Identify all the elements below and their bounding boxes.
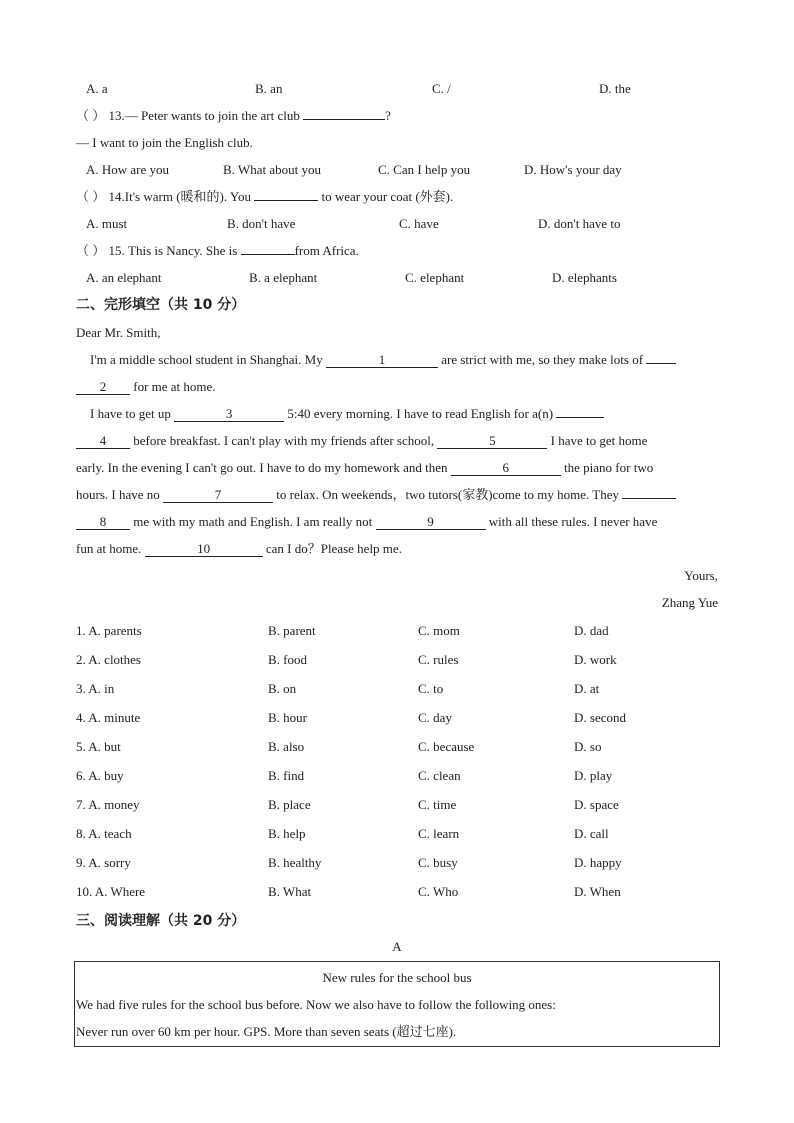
cloze-text: the piano for two <box>564 460 654 475</box>
cloze-text: I have to get up <box>90 406 171 421</box>
cloze-text: early. In the evening I can't go out. I have to do my homework and then <box>76 460 448 475</box>
cloze-choice-3-a: 3. A. in <box>76 681 115 696</box>
cloze-text: fun at home. <box>76 541 142 556</box>
cloze-text: for me at home. <box>133 379 216 394</box>
cloze-choice-5-b: B. also <box>268 739 305 754</box>
cloze-choice-5-a: 5. A. but <box>76 739 121 754</box>
cloze-choice-5-d: D. so <box>574 739 602 754</box>
cloze-choice-7-a: 7. A. money <box>76 797 140 812</box>
cloze-text: I'm a middle school student in Shanghai. My <box>90 352 323 367</box>
q15-option-b: B. a elephant <box>249 270 318 285</box>
cloze-choice-2-d: D. work <box>574 652 617 667</box>
cloze-choice-4-c: C. day <box>418 710 452 725</box>
cloze-blank-2: 2 <box>76 379 130 395</box>
cloze-blank-5: 5 <box>437 433 547 449</box>
cloze-choice-6-d: D. play <box>574 768 613 783</box>
passage-box-title: New rules for the school bus <box>322 970 472 985</box>
letter-signature: Zhang Yue <box>661 595 718 610</box>
cloze-line-6 <box>76 487 676 503</box>
cloze-choice-9-b: B. healthy <box>268 855 322 870</box>
q14-stem-after: to wear your coat (外套). <box>321 189 454 204</box>
q13-reply: — I want to join the English club. <box>76 135 253 150</box>
q12-option-a: A. a <box>86 81 108 96</box>
q15-stem-after: from Africa. <box>294 243 359 258</box>
cloze-choice-2-a: 2. A. clothes <box>76 652 141 667</box>
cloze-text: can I do？Please help me. <box>265 541 402 556</box>
cloze-choice-8-c: C. learn <box>418 826 460 841</box>
q15-option-d: D. elephants <box>552 270 617 285</box>
cloze-choice-1-c: C. mom <box>418 623 460 638</box>
cloze-choice-8-a: 8. A. teach <box>76 826 132 841</box>
letter-closing: Yours, <box>684 568 718 583</box>
cloze-choice-9-c: C. busy <box>418 855 458 870</box>
cloze-choice-8-b: B. help <box>268 826 306 841</box>
cloze-blank-4-start <box>556 417 604 418</box>
cloze-choice-7-d: D. space <box>574 797 619 812</box>
cloze-text: with all these rules. I never have <box>488 514 658 529</box>
q14-stem <box>76 189 453 205</box>
cloze-text: 5:40 every morning. I have to read English for a(n) <box>287 406 554 421</box>
cloze-blank-9: 9 <box>376 514 486 530</box>
cloze-choice-9-a: 9. A. sorry <box>76 855 131 870</box>
cloze-choice-9-d: D. happy <box>574 855 622 870</box>
letter-greeting: Dear Mr. Smith, <box>76 325 161 340</box>
cloze-blank-2-start <box>646 363 676 364</box>
q12-option-c: C. / <box>432 81 451 96</box>
cloze-blank-4: 4 <box>76 433 130 449</box>
q15-option-c: C. elephant <box>405 270 465 285</box>
cloze-line-1 <box>90 352 676 368</box>
q13-option-d: D. How's your day <box>524 162 622 177</box>
cloze-line-8 <box>76 541 402 557</box>
cloze-choice-10-a: 10. A. Where <box>76 884 146 899</box>
q14-stem-before: 14.It's warm (暖和的). You <box>108 189 251 204</box>
cloze-choice-8-d: D. call <box>574 826 609 841</box>
cloze-choice-10-d: D. When <box>574 884 621 899</box>
cloze-text: are strict with me, so they make lots of <box>441 352 644 367</box>
q15-blank <box>241 254 295 255</box>
cloze-choice-2-c: C. rules <box>418 652 459 667</box>
q13-stem-after: ? <box>385 108 391 123</box>
q14-blank <box>254 200 318 201</box>
q15-stem <box>76 243 359 259</box>
cloze-text: me with my math and English. I am really not <box>133 514 373 529</box>
cloze-line-7 <box>76 514 657 530</box>
cloze-choice-1-a: 1. A. parents <box>76 623 142 638</box>
cloze-choice-3-d: D. at <box>574 681 600 696</box>
cloze-blank-10: 10 <box>145 541 263 557</box>
cloze-blank-8: 8 <box>76 514 130 530</box>
cloze-choice-5-c: C. because <box>418 739 475 754</box>
q13-option-a: A. How are you <box>86 162 170 177</box>
section2-heading: 二、完形填空（共 10 分） <box>76 297 246 313</box>
cloze-choice-4-d: D. second <box>574 710 626 725</box>
cloze-text: to relax. On weekends，two tutors(家教)come to my home. They <box>276 487 620 502</box>
q14-option-d: D. don't have to <box>538 216 621 231</box>
q14-option-b: B. don't have <box>227 216 296 231</box>
q13-option-c: C. Can I help you <box>378 162 471 177</box>
cloze-blank-7: 7 <box>163 487 273 503</box>
q14-option-a: A. must <box>86 216 128 231</box>
cloze-text: hours. I have no <box>76 487 160 502</box>
cloze-choice-6-a: 6. A. buy <box>76 768 124 783</box>
cloze-line-4 <box>76 433 647 449</box>
passage-box <box>74 961 720 1047</box>
cloze-choice-2-b: B. food <box>268 652 307 667</box>
q14-option-c: C. have <box>399 216 439 231</box>
q13-stem-before: 13.— Peter wants to join the art club <box>108 108 300 123</box>
cloze-choice-10-c: C. Who <box>418 884 459 899</box>
q14-answer-paren: （ ） <box>76 189 106 204</box>
cloze-line-3 <box>90 406 604 422</box>
passage-box-line-2: Never run over 60 km per hour. GPS. More than seven seats (超过七座). <box>76 1024 457 1039</box>
q13-option-b: B. What about you <box>223 162 321 177</box>
cloze-choice-10-b: B. What <box>268 884 312 899</box>
q13-stem <box>76 108 391 124</box>
q13-answer-paren: （ ） <box>76 108 106 123</box>
q13-blank <box>303 119 385 120</box>
passage-letter: A <box>392 939 402 954</box>
cloze-choice-1-d: D. dad <box>574 623 609 638</box>
cloze-line-2 <box>76 379 216 395</box>
cloze-choice-4-b: B. hour <box>268 710 307 725</box>
q15-stem-before: 15. This is Nancy. She is <box>108 243 238 258</box>
cloze-choice-4-a: 4. A. minute <box>76 710 141 725</box>
cloze-choice-6-b: B. find <box>268 768 305 783</box>
q15-answer-paren: （ ） <box>76 243 106 258</box>
q12-option-d: D. the <box>599 81 631 96</box>
cloze-blank-8-start <box>622 498 676 499</box>
cloze-line-5 <box>76 460 653 476</box>
cloze-text: before breakfast. I can't play with my friends after school, <box>133 433 435 448</box>
q15-option-a: A. an elephant <box>86 270 162 285</box>
passage-box-line-1: We had five rules for the school bus before. Now we also have to follow the following ones: <box>76 997 556 1012</box>
cloze-blank-6: 6 <box>451 460 561 476</box>
cloze-choice-3-b: B. on <box>268 681 297 696</box>
section3-heading: 三、阅读理解（共 20 分） <box>76 913 246 929</box>
cloze-choice-7-c: C. time <box>418 797 457 812</box>
cloze-choice-3-c: C. to <box>418 681 444 696</box>
cloze-blank-1: 1 <box>326 352 438 368</box>
cloze-choice-7-b: B. place <box>268 797 311 812</box>
cloze-blank-3: 3 <box>174 406 284 422</box>
cloze-text: I have to get home <box>550 433 648 448</box>
cloze-choice-6-c: C. clean <box>418 768 461 783</box>
q12-option-b: B. an <box>255 81 283 96</box>
cloze-choice-1-b: B. parent <box>268 623 316 638</box>
